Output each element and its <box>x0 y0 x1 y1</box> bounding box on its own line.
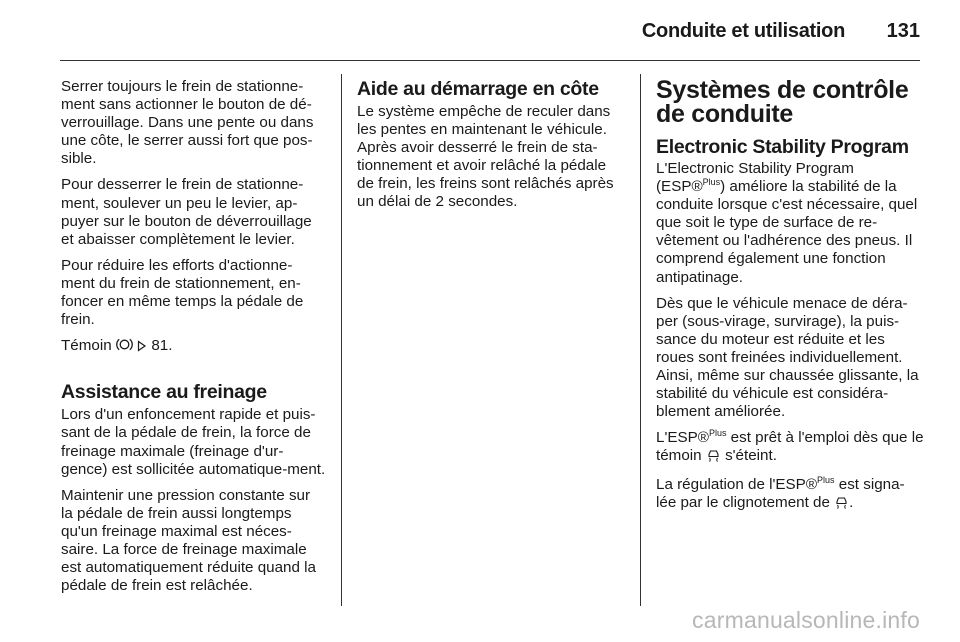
page-reference: 81. <box>151 337 173 355</box>
esp-intro-text-b: ) améliore la stabilité de la conduite lorsque c'est nécessaire, quel que soit le type de surface de re-vêtement ou l'adhérence des pneus. Il comprend également une fonction antipatinage. <box>656 178 918 286</box>
esp-regulation-text-b: est signa-lée par le clignotement de <box>656 475 905 511</box>
header-divider <box>60 60 920 61</box>
esp-intro-text-a: L'Electronic Stability Program (ESP® <box>656 160 854 196</box>
section-heading-driving-control-systems: Systèmes de contrôle de conduite <box>656 76 909 128</box>
paragraph-brake-assist-1: Lors d'un enfoncement rapide et puis-sant de la pédale de frein, la force de freinage maximale (freinage d'ur-gence) est sollicitée automatique-ment. <box>61 406 326 478</box>
page-number: 131 <box>886 20 920 42</box>
paragraph-brake-assist-2: Maintenir une pression constante sur la pédale de frein aussi longtemps qu'un freinage maximal est néces-saire. La force de freinage maximale est automatiquement réduite quand la pédale de frein est relâchée. <box>61 486 316 595</box>
paragraph-hill-start-assist: Le système empêche de reculer dans les pentes en maintenant le véhicule. Après avoir desserré le frein de sta-tionnement et avoir relâché la pédale de frein, les freins sont relâchés après un délai de 2 secondes. <box>357 103 614 211</box>
esp-regulation-text-a: La régulation de l'ESP® <box>656 475 818 493</box>
paragraph-esp-intro <box>656 160 924 287</box>
paragraph-warning-light-reference <box>61 337 326 357</box>
paragraph-parking-brake-apply: Serrer toujours le frein de stationne-ment sans actionner le bouton de dé-verrouillage. Dans une pente ou dans une côte, le serrer aussi fort que pos-sible. <box>61 78 314 168</box>
column-divider-2 <box>640 74 641 606</box>
paragraph-esp-regulation <box>656 476 924 514</box>
paragraph-esp-ready <box>656 429 924 467</box>
subsection-heading-esp: Electronic Stability Program <box>656 136 909 158</box>
page-header <box>0 0 960 62</box>
esp-ready-text-a: L'ESP® <box>656 429 709 447</box>
column-1 <box>61 78 326 603</box>
paragraph-parking-brake-effort: Pour réduire les efforts d'actionne-ment du frein de stationnement, en-foncer en même temps la pédale de frein. <box>61 256 304 329</box>
paragraph-parking-brake-release: Pour desserrer le frein de stationne-ment, soulever un peu le levier, ap-puyer sur le bouton de déverrouillage et abaisser complètement le levier. <box>61 176 312 248</box>
esp-plus-superscript: Plus <box>708 428 727 439</box>
esp-ready-text-c: s'éteint. <box>725 447 777 465</box>
esp-ready-text-b: est prêt à l'emploi dès que le témoin <box>656 429 924 465</box>
esp-plus-superscript: Plus <box>817 474 835 485</box>
section-heading-hill-start-assist: Aide au démarrage en côte <box>357 78 599 100</box>
column-2 <box>357 78 625 220</box>
esp-skid-car-icon <box>706 447 721 467</box>
brake-warning-icon <box>116 337 133 357</box>
warning-light-label: Témoin <box>61 337 112 355</box>
section-heading-brake-assist: Assistance au freinage <box>61 381 267 404</box>
column-3 <box>656 78 924 522</box>
header-title: Conduite et utilisation <box>641 20 845 42</box>
esp-skid-car-icon <box>834 494 849 514</box>
reference-arrow-icon <box>137 339 147 357</box>
esp-plus-superscript: Plus <box>702 177 721 188</box>
column-divider-1 <box>341 74 342 606</box>
watermark: carmanualsonline.info <box>692 607 920 633</box>
paragraph-esp-function: Dès que le véhicule menace de déra-per (sous-virage, survirage), la puis-sance du moteur est réduite et les roues sont freinées individuellement. Ainsi, même sur chaussée glissante, la stabilité du véhicule est considéra-blement améliorée. <box>656 294 919 421</box>
esp-regulation-text-c: . <box>849 493 854 511</box>
